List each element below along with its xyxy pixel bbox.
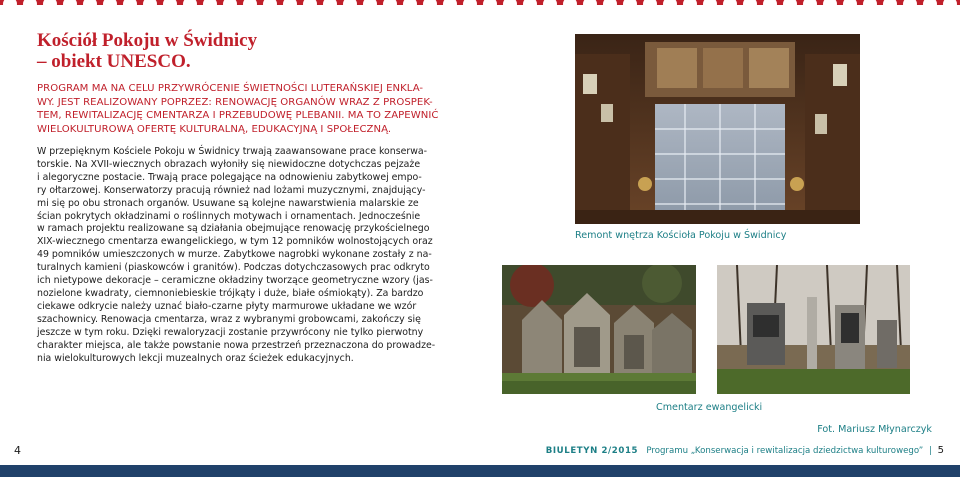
scallop [663, 0, 677, 11]
scallop [503, 0, 517, 11]
scallop [143, 0, 157, 11]
body-line: nozielone kwadraty, ciemnoniebieskie trójkąty i duże, białe ośmiokąty). Za bardzo [37, 287, 424, 299]
scallop [343, 0, 357, 11]
body-line: torskie. Na XVII-wiecznych obrazach wyłoniły się niewidoczne dotychczas pejzaże [37, 158, 421, 170]
article-title [37, 30, 257, 72]
scallop [223, 0, 237, 11]
lead-line: PROGRAM MA NA CELU PRZYWRÓCENIE ŚWIETNOŚCI LUTERAŃSKIEJ ENKLA- [37, 83, 424, 94]
page-number-right: 5 [937, 445, 944, 456]
scallop [63, 0, 77, 11]
scallop [543, 0, 557, 11]
scallop [903, 0, 917, 11]
scallop [883, 0, 897, 11]
scallop [303, 0, 317, 11]
scallop [603, 0, 617, 11]
scallop [923, 0, 937, 11]
scallop [703, 0, 717, 11]
scallop [743, 0, 757, 11]
article-body [37, 146, 436, 365]
body-line: ich nietypowe dekoracje – ceramiczne okładziny tworzące geometryczne wzory (jas- [37, 275, 433, 287]
scallop [443, 0, 457, 11]
decorative-scallop-border [0, 0, 960, 12]
footer-right [546, 445, 944, 456]
lead-line: WY. JEST REALIZOWANY POPRZEZ: RENOWACJĘ ORGANÓW WRAZ Z PROSPEK- [37, 96, 433, 108]
scallop [803, 0, 817, 11]
body-line: nia wielokulturowych lekcji muzealnych oraz ścieżek edukacyjnych. [37, 352, 354, 364]
scallop [483, 0, 497, 11]
bulletin-label: BIULETYN 2/2015 [545, 446, 639, 456]
lead-line: WIELOKULTUROWĄ OFERTĘ KULTURALNĄ, EDUKACYJNĄ I SPOŁECZNĄ. [37, 123, 392, 135]
body-line: ry ołtarzowej. Konserwatorzy pracują również nad lożami muzycznymi, znajdujący- [37, 184, 426, 196]
footer-separator: | [928, 446, 932, 456]
body-line: jeszcze w tym roku. Dzięki rewaloryzacji zostanie przywrócony nie tylko pierwotny [37, 326, 424, 338]
body-line: i alegoryczne postacie. Trwają prace polegające na odnowieniu zabytkowej empo- [37, 171, 422, 183]
scallop [203, 0, 217, 11]
scallop [283, 0, 297, 11]
photo-credit: Fot. Mariusz Młynarczyk [817, 424, 932, 435]
scallop [83, 0, 97, 11]
scallop [723, 0, 737, 11]
title-line: – obiekt UNESCO. [37, 51, 191, 72]
cemetery-monuments-photo [717, 265, 910, 394]
scallop [103, 0, 117, 11]
scallop [643, 0, 657, 11]
interior-caption: Remont wnętrza Kościoła Pokoju w Świdnicy [575, 230, 787, 241]
program-label: Programu „Konserwacja i rewitalizacja dziedzictwa kulturowego” [646, 446, 924, 456]
scallop [563, 0, 577, 11]
lead-line: TEM, REWITALIZACJĘ CMENTARZA I PRZEBUDOWĘ PLEBANII. MA TO ZAPEWNIĆ [37, 110, 439, 122]
page-number-left: 4 [14, 444, 21, 457]
body-line: ciekawe odkrycie należy uznać biało-czarne płyty marmurowe układane we wzór [37, 300, 417, 312]
scallop [403, 0, 417, 11]
body-line: charakter miejsca, ale także powstanie nowa przestrzeń przeznaczona do prowadze- [37, 339, 436, 351]
footer-band [0, 465, 960, 477]
scallop [123, 0, 137, 11]
scallop [863, 0, 877, 11]
body-line: ścian pokrytych okładzinami o roślinnych motywach i ornamentach. Jednocześnie [37, 210, 421, 222]
scallop [163, 0, 177, 11]
body-line: XIX-wiecznego cmentarza ewangelickiego, w tym 12 pomników wolnostojących oraz [37, 236, 433, 248]
body-line: w ramach projektu realizowane są działania obejmujące renowację przykościelnego [37, 223, 430, 235]
scallop [23, 0, 37, 11]
scallop [623, 0, 637, 11]
scallop [363, 0, 377, 11]
scallop [843, 0, 857, 11]
scallop [323, 0, 337, 11]
scallop [763, 0, 777, 11]
church-interior-photo [575, 34, 860, 224]
body-line: mi się po obu stronach organów. Usuwane są kolejne nawarstwienia malarskie ze [37, 197, 419, 209]
scallop [463, 0, 477, 11]
scallop [943, 0, 957, 11]
scallop [783, 0, 797, 11]
scallop [523, 0, 537, 11]
body-line: turalnych kamieni (piaskowców i granitów). Podczas dotychczasowych prac odkryto [37, 262, 430, 274]
scallop [823, 0, 837, 11]
cemetery-caption: Cmentarz ewangelicki [656, 402, 763, 413]
body-line: 49 pomników umieszczonych w murze. Zabytkowe nagrobki wykonane zostały z na- [37, 249, 432, 261]
body-line: szachownicy. Renowacja cmentarza, wraz z wybranymi grobowcami, zakończy się [37, 313, 421, 325]
scallop [3, 0, 17, 11]
title-line: Kościół Pokoju w Świdnicy [37, 30, 258, 51]
scallop [263, 0, 277, 11]
article-lead [37, 82, 439, 136]
body-line: W przepięknym Kościele Pokoju w Świdnicy trwają zaawansowane prace konserwa- [37, 146, 428, 157]
scallop [183, 0, 197, 11]
scallop [423, 0, 437, 11]
scallop [243, 0, 257, 11]
cemetery-tombs-photo [502, 265, 696, 394]
scallop [683, 0, 697, 11]
scallop [43, 0, 57, 11]
scallop [583, 0, 597, 11]
scallop [383, 0, 397, 11]
